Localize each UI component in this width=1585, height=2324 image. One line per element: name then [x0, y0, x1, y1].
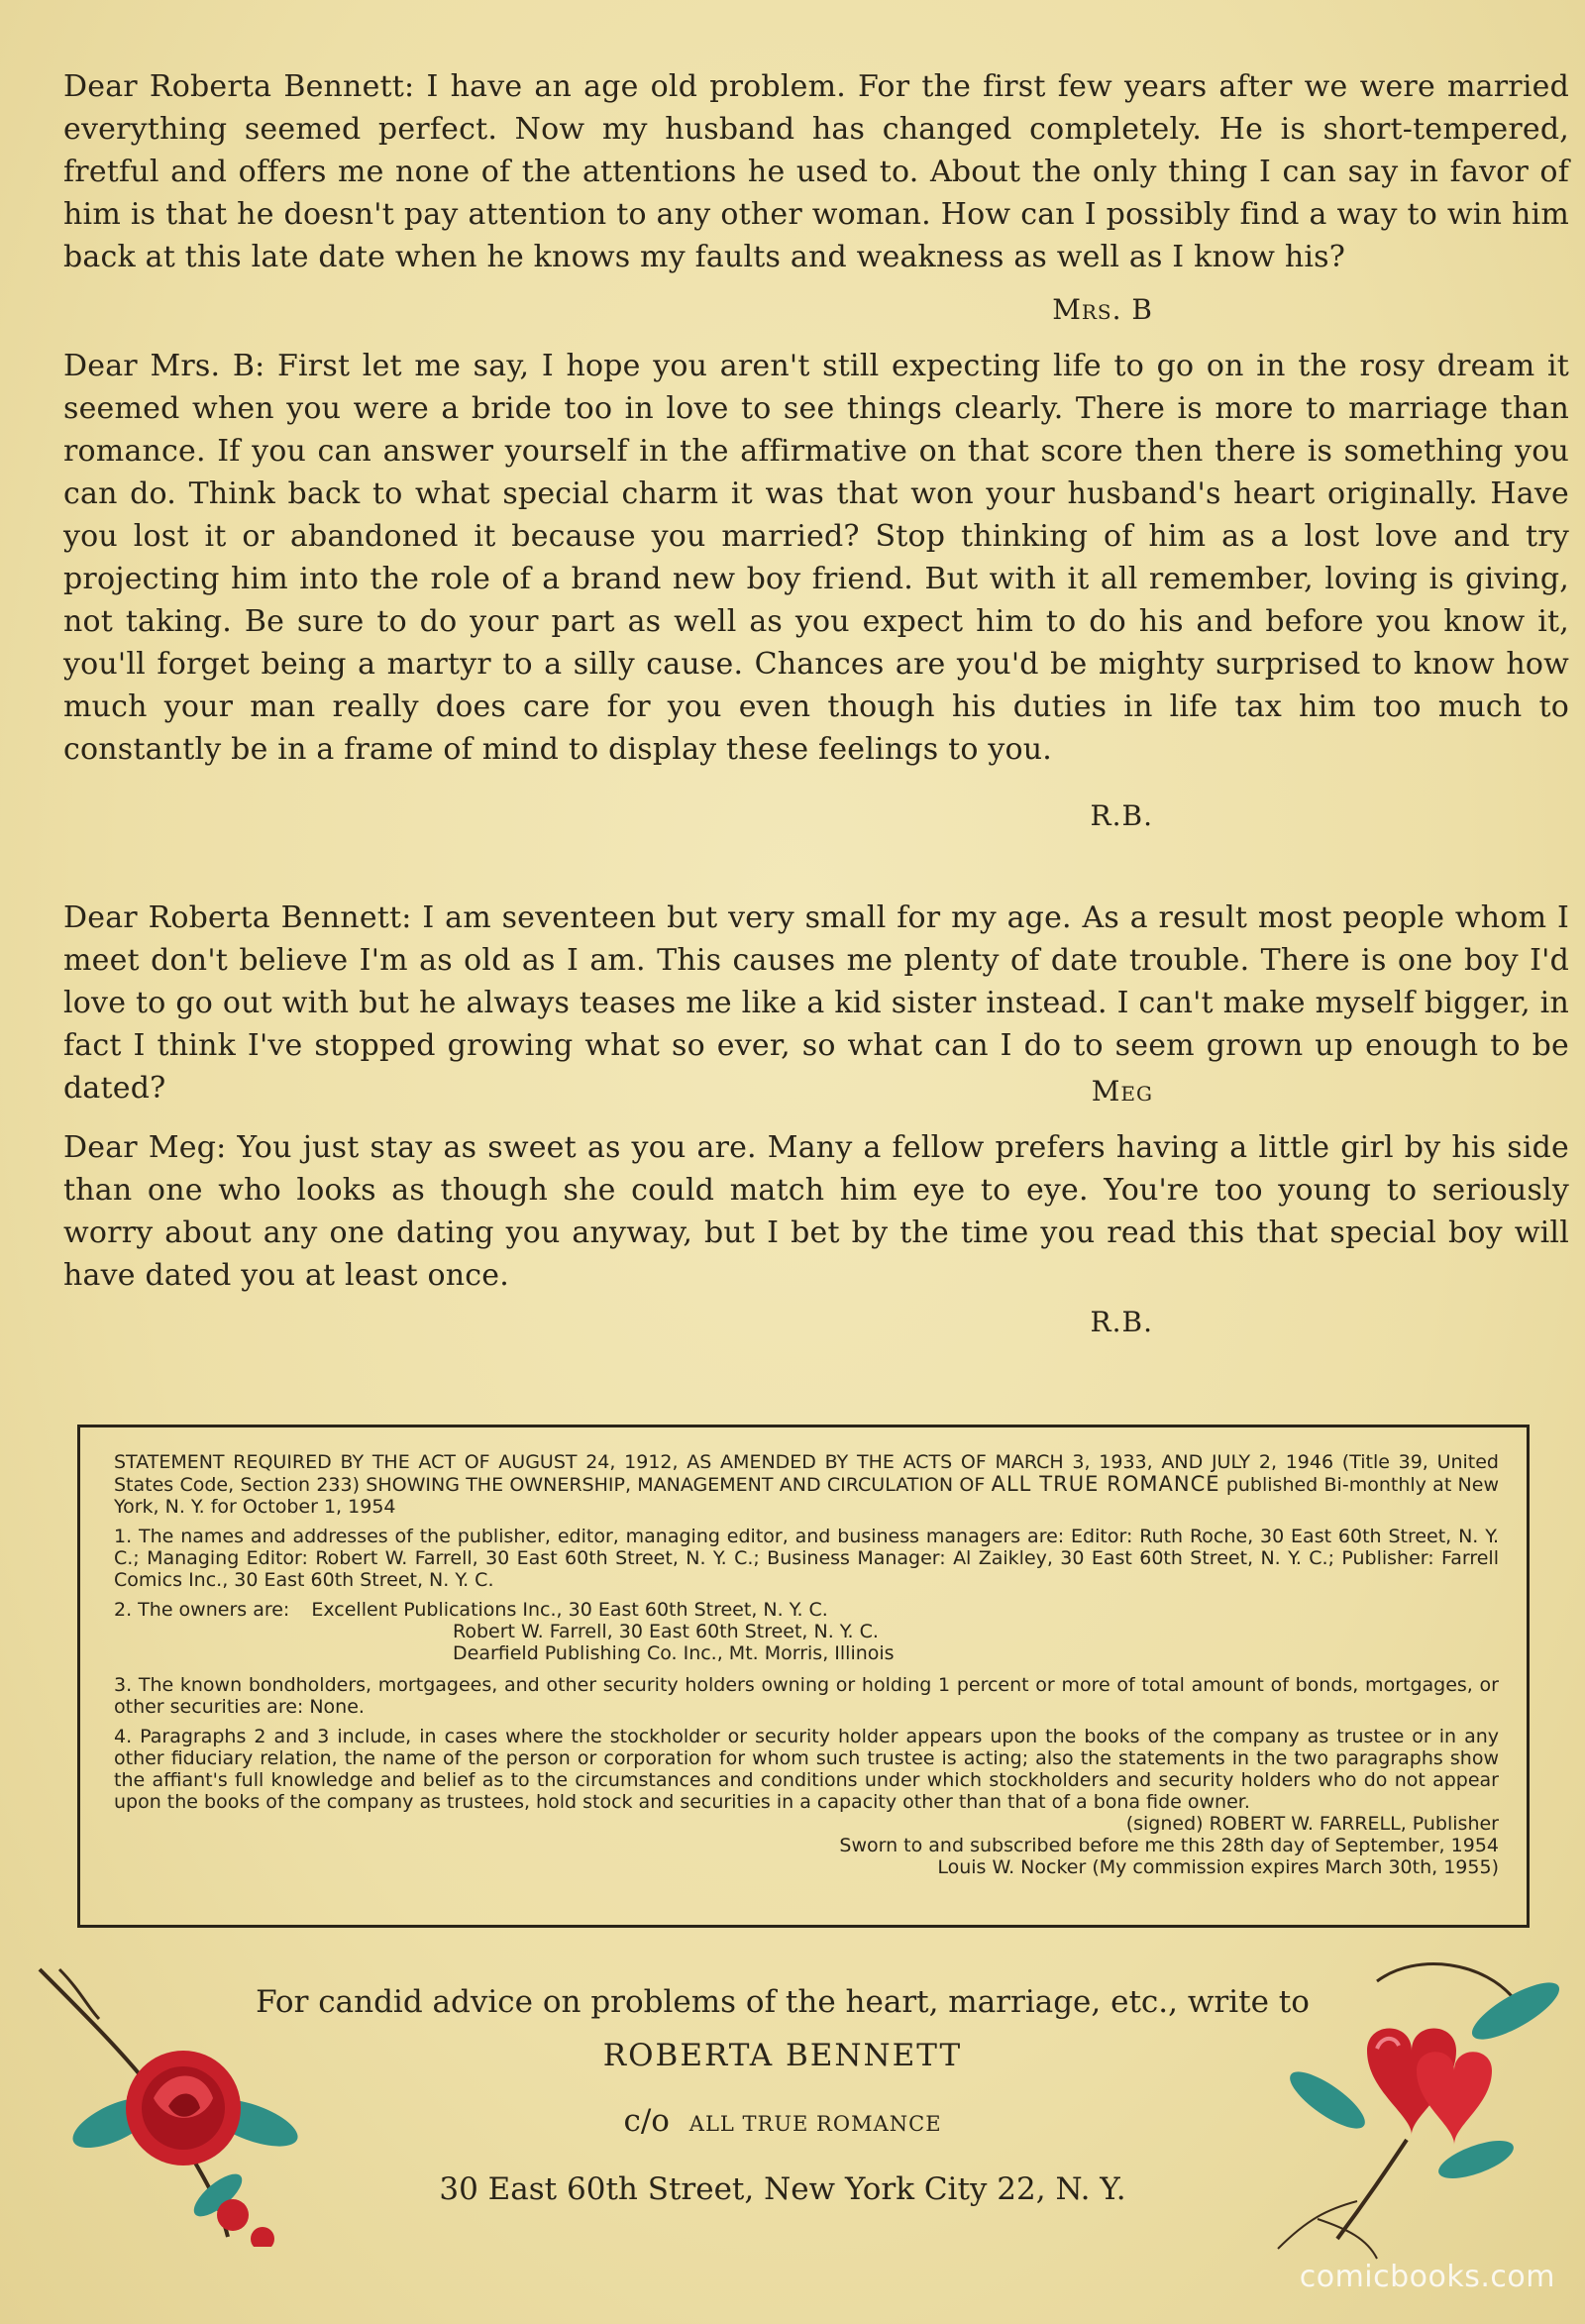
statement-item-1: 1. The names and addresses of the publisher, editor, managing editor, and business managers are: Editor: Ruth Roche, 30 East 60th Street, N. Y. C.; Managing Editor: Robert W. Farrell, 30 East 60th Street, N. Y. C.; Business Manager: Al Zaikley, 30 East 60th Street, N. Y. C.; Publisher: Farrell Comics Inc., 30 East 60th Street, N. Y. C. — [114, 1526, 1499, 1591]
footer-invitation: For candid advice on problems of the heart, marriage, etc., write to — [256, 1984, 1310, 2020]
statement-item-2-label: 2. The owners are: — [114, 1599, 290, 1621]
letter-2-question: Dear Roberta Bennett: I am seventeen but very small for my age. As a result most people whom I meet don't believe I'm as old as I am. This causes me plenty of date trouble. There is one boy I'd love to go out with but he always teases me like a kid sister instead. I can't make myself bigger, in fact I think I've stopped growing what so ever, so what can I do to seem grown up enough to be dated? — [63, 900, 1569, 1106]
statement-intro-b: published Bi-monthly at New York, N. Y. for October 1, 1954 — [114, 1474, 1499, 1518]
footer-magazine: ALL TRUE ROMANCE — [688, 2112, 942, 2136]
statement-intro — [114, 1451, 1499, 1518]
letter-1-answer: Dear Mrs. B: First let me say, I hope you aren't still expecting life to go on in the rosy dream it seemed when you were a bride too in love to see things clearly. There is more to marriage than romance. If you can answer yourself in the affirmative on that score then there is something you can do. Think back to what special charm it was that won your husband's heart originally. Have you lost it or abandoned it because you married? Stop thinking of him as a lost love and try projecting him into the role of a brand new boy friend. But with it all remember, loving is giving, not taking. Be sure to do your part as well as you expect him to do his and before you know it, you'll forget being a martyr to a silly cause. Chances are you'd be mighty surprised to know how much your man really does care for you even though his duties in life tax him too much to constantly be in a frame of mind to display these feelings to you. — [63, 349, 1569, 767]
statement-owner: Excellent Publications Inc., 30 East 60th Street, N. Y. C. — [311, 1599, 828, 1621]
statement-publication-name: ALL TRUE ROMANCE — [991, 1472, 1220, 1496]
footer-name: ROBERTA BENNETT — [602, 2038, 963, 2073]
letter-2-answer-signature: R.B. — [1090, 1306, 1153, 1338]
letter-2-answer: Dear Meg: You just stay as sweet as you are. Many a fellow prefers having a little girl by his side than one who looks as though she could match him eye to eye. You're too young to seriously worry about any one dating you anyway, but I bet by the time you read this that special boy will have dated you at least once. — [63, 1130, 1569, 1293]
footer-address: 30 East 60th Street, New York City 22, N. Y. — [439, 2171, 1126, 2207]
contact-footer — [238, 1979, 1327, 2212]
statement-owner: Dearfield Publishing Co. Inc., Mt. Morris, Illinois — [453, 1642, 895, 1664]
statement-signed: (signed) ROBERT W. FARRELL, Publisher — [1125, 1813, 1499, 1835]
statement-owner: Robert W. Farrell, 30 East 60th Street, N. Y. C. — [453, 1621, 879, 1642]
statement-intro-a: STATEMENT REQUIRED BY THE ACT OF AUGUST 24, 1912, AS AMENDED BY THE ACTS OF MARCH 3, 1933, AND JULY 2, 1946 (Title 39, United States Code, Section 233) SHOWING THE OWNERSHIP, MANAGEMENT AND CIRCULATION OF — [114, 1451, 1499, 1496]
footer-care-of — [238, 2098, 1327, 2147]
statement-sworn: Sworn to and subscribed before me this 28th day of September, 1954 — [839, 1835, 1499, 1856]
advice-column — [63, 65, 1569, 1357]
letter-1-question: Dear Roberta Bennett: I have an age old problem. For the first few years after we were married everything seemed perfect. Now my husband has changed completely. He is short-tempered, fretful and offers me none of the attentions he used to. About the only thing I can say in favor of him is that he doesn't pay attention to any other woman. How can I possibly find a way to win him back at this late date when he knows my faults and weakness as well as I know his? — [63, 69, 1569, 274]
letter-1-answer-signature: R.B. — [1090, 799, 1153, 832]
watermark-text: comicbooks.com — [1299, 2260, 1555, 2294]
ownership-statement-box — [77, 1425, 1530, 1928]
statement-item-3: 3. The known bondholders, mortgagees, and other security holders owning or holding 1 percent or more of total amount of bonds, mortgages, or other securities are: None. — [114, 1674, 1499, 1718]
statement-notary: Louis W. Nocker (My commission expires March 30th, 1955) — [937, 1856, 1499, 1878]
letter-2-signature: Meg — [1091, 1075, 1153, 1108]
letter-1-signature: Mrs. B — [1052, 293, 1153, 326]
statement-item-4: 4. Paragraphs 2 and 3 include, in cases where the stockholder or security holder appears upon the books of the company as trustee or in any other fiduciary relation, the name of the person or corporation for whom such trustee is acting; also the statements in the two paragraphs show the affiant's full knowledge and belief as to the circumstances and conditions under which stockholders and security holders who do not appear upon the books of the company as trustees, hold stock and securities in a capacity other than that of a bona fide owner. — [114, 1726, 1499, 1813]
statement-item-2 — [114, 1599, 1499, 1664]
footer-co-label: c/o — [623, 2103, 670, 2139]
